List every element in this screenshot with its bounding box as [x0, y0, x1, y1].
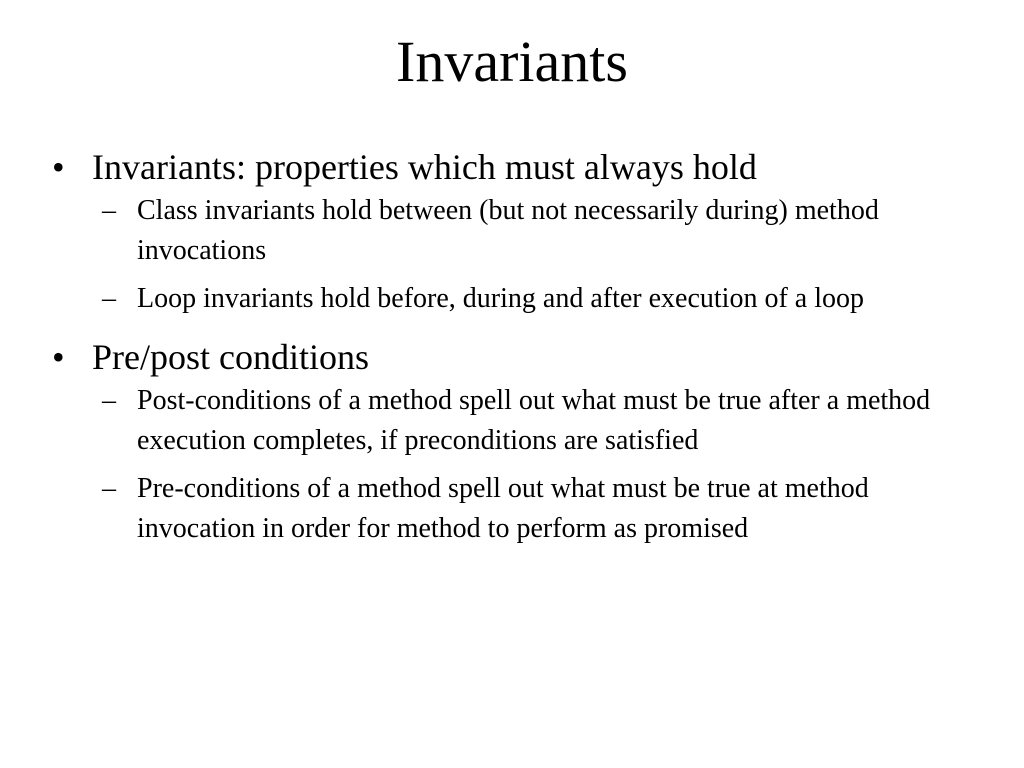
sub-list [52, 191, 982, 319]
sub-text: Post-conditions of a method spell out what must be true after a method execution completes, if preconditions are satisfied [137, 385, 931, 456]
sub-item-class-invariants [102, 191, 982, 271]
bullet-list [52, 143, 982, 563]
bullet-item-invariants [52, 143, 982, 319]
bullet-item-pre-post-conditions [52, 333, 982, 549]
bullet-marker: • [52, 337, 65, 377]
sub-text: Pre-conditions of a method spell out what must be true at method invocation in order for method to perform as promised [137, 473, 869, 544]
sub-item-loop-invariants [102, 279, 982, 319]
bullet-marker: • [52, 147, 65, 187]
sub-marker: – [102, 473, 116, 504]
slide-title: Invariants [396, 29, 628, 94]
bullet-text: Invariants: properties which must always hold [92, 147, 757, 187]
sub-text: Loop invariants hold before, during and after execution of a loop [137, 283, 864, 314]
sub-item-pre-conditions [102, 469, 982, 549]
sub-marker: – [102, 195, 116, 226]
sub-list [52, 381, 982, 549]
sub-marker: – [102, 283, 116, 314]
sub-marker: – [102, 385, 116, 416]
bullet-text: Pre/post conditions [92, 337, 369, 377]
sub-text: Class invariants hold between (but not necessarily during) method invocations [137, 195, 879, 266]
bullet-row [52, 333, 982, 381]
bullet-row [52, 143, 982, 191]
sub-item-post-conditions [102, 381, 982, 461]
